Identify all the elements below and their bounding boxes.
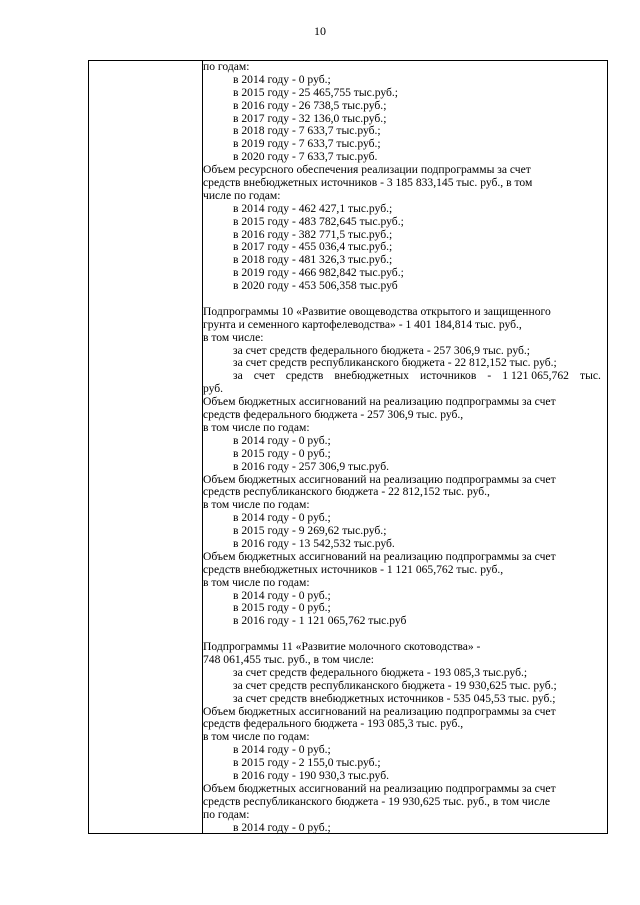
text-line: в том числе по годам:	[203, 730, 310, 744]
text-line: в том числе по годам:	[203, 498, 310, 512]
year-line: в 2014 году - 0 руб.;	[233, 743, 331, 757]
year-line: в 2020 году - 7 633,7 тыс.руб.	[233, 150, 378, 164]
source-line: за счет средств федерального бюджета - 193 085,3 тыс.руб.;	[233, 665, 528, 679]
text-line: Объем бюджетных ассигнований на реализацию подпрограммы за счет	[203, 704, 556, 718]
text-line: Объем бюджетных ассигнований на реализацию подпрограммы за счет	[203, 472, 556, 486]
word: источников	[419, 369, 477, 383]
year-line: в 2016 году - 13 542,532 тыс.руб.	[233, 536, 395, 550]
year-line: в 2014 году - 0 руб.;	[233, 588, 331, 602]
word: -	[487, 369, 492, 383]
source-line: за счет средств внебюджетных источников - 535 045,53 тыс. руб.;	[233, 691, 556, 705]
year-line: в 2016 году - 1 121 065,762 тыс.руб	[233, 614, 407, 628]
year-line: в 2017 году - 455 036,4 тыс.руб.;	[233, 240, 393, 254]
source-line: за счет средств республиканского бюджета - 22 812,152 тыс. руб.;	[233, 356, 557, 370]
year-line: в 2016 году - 190 930,3 тыс.руб.	[233, 768, 389, 782]
year-line: в 2014 году - 0 руб.;	[233, 511, 331, 525]
year-line: в 2018 году - 7 633,7 тыс.руб.;	[233, 124, 381, 138]
text-line: средств внебюджетных источников - 3 185 833,145 тыс. руб., в том	[203, 176, 533, 190]
year-line: в 2019 году - 466 982,842 тыс.руб.;	[233, 266, 404, 280]
year-line: в 2015 году - 9 269,62 тыс.руб.;	[233, 524, 387, 538]
text-line: в том числе по годам:	[203, 420, 310, 434]
text-line: по годам:	[203, 807, 250, 821]
text-line: в том числе по годам:	[203, 575, 310, 589]
year-line: в 2015 году - 0 руб.;	[233, 446, 331, 460]
program-table	[88, 60, 608, 834]
year-line: в 2017 году - 32 136,0 тыс.руб.;	[233, 111, 387, 125]
text-line: средств внебюджетных источников - 1 121 065,762 тыс. руб.,	[203, 562, 504, 576]
source-line: за счет средств федерального бюджета - 257 306,9 тыс. руб.;	[233, 343, 530, 357]
word: тыс.	[580, 369, 601, 383]
text-line: руб.	[203, 382, 224, 396]
word: 1 121 065,762	[502, 369, 569, 383]
source-line-justified	[203, 370, 601, 383]
text-line: 748 061,455 тыс. руб., в том числе:	[203, 652, 374, 666]
source-line: за счет средств республиканского бюджета - 19 930,625 тыс. руб.;	[233, 678, 557, 692]
year-line: в 2020 году - 453 506,358 тыс.руб	[233, 279, 398, 293]
table-content-cell	[203, 61, 601, 834]
word: внебюджетных	[334, 369, 409, 383]
text-line: по годам:	[203, 60, 250, 73]
text-line: средств республиканского бюджета - 19 930,625 тыс. руб., в том числе	[203, 794, 551, 808]
year-line: в 2019 году - 7 633,7 тыс.руб.;	[233, 137, 381, 151]
text-line: средств республиканского бюджета - 22 812,152 тыс. руб.,	[203, 485, 490, 499]
text-line: грунта и семенного картофелеводства» - 1 401 184,814 тыс. руб.,	[203, 317, 522, 331]
text-line: средств федерального бюджета - 193 085,3 тыс. руб.,	[203, 717, 464, 731]
text-line: Объем бюджетных ассигнований на реализацию подпрограммы за счет	[203, 395, 556, 409]
text-line: средств федерального бюджета - 257 306,9 тыс. руб.,	[203, 408, 464, 422]
text-line: Объем бюджетных ассигнований на реализацию подпрограммы за счет	[203, 549, 556, 563]
year-line: в 2016 году - 26 738,5 тыс.руб.;	[233, 98, 387, 112]
blank-line	[203, 293, 601, 306]
year-line: в 2018 году - 481 326,3 тыс.руб.;	[233, 253, 393, 267]
year-line: в 2016 году - 382 771,5 тыс.руб.;	[233, 227, 393, 241]
year-line: в 2015 году - 483 782,645 тыс.руб.;	[233, 214, 404, 228]
text-line: Объем бюджетных ассигнований на реализацию подпрограммы за счет	[203, 781, 556, 795]
year-line: в 2015 году - 2 155,0 тыс.руб.;	[233, 756, 381, 770]
year-line: в 2015 году - 0 руб.;	[233, 601, 331, 615]
year-line: в 2014 году - 462 427,1 тыс.руб.;	[233, 201, 393, 215]
page-number: 10	[314, 24, 326, 38]
word: за	[233, 369, 243, 383]
year-line: в 2014 году - 0 руб.;	[233, 820, 331, 834]
text-line: Объем ресурсного обеспечения реализации подпрограммы за счет	[203, 163, 531, 177]
year-line: в 2015 году - 25 465,755 тыс.руб.;	[233, 85, 399, 99]
text-line: в том числе:	[203, 330, 264, 344]
subprogram-11-heading: Подпрограммы 11 «Развитие молочного скотоводства» -	[203, 640, 481, 654]
subprogram-10-heading: Подпрограммы 10 «Развитие овощеводства открытого и защищенного	[203, 304, 551, 318]
text-line: числе по годам:	[203, 188, 281, 202]
year-line: в 2014 году - 0 руб.;	[233, 433, 331, 447]
word: счет	[253, 369, 275, 383]
word: средств	[285, 369, 324, 383]
year-line: в 2016 году - 257 306,9 тыс.руб.	[233, 459, 389, 473]
year-line: в 2014 году - 0 руб.;	[233, 72, 331, 86]
